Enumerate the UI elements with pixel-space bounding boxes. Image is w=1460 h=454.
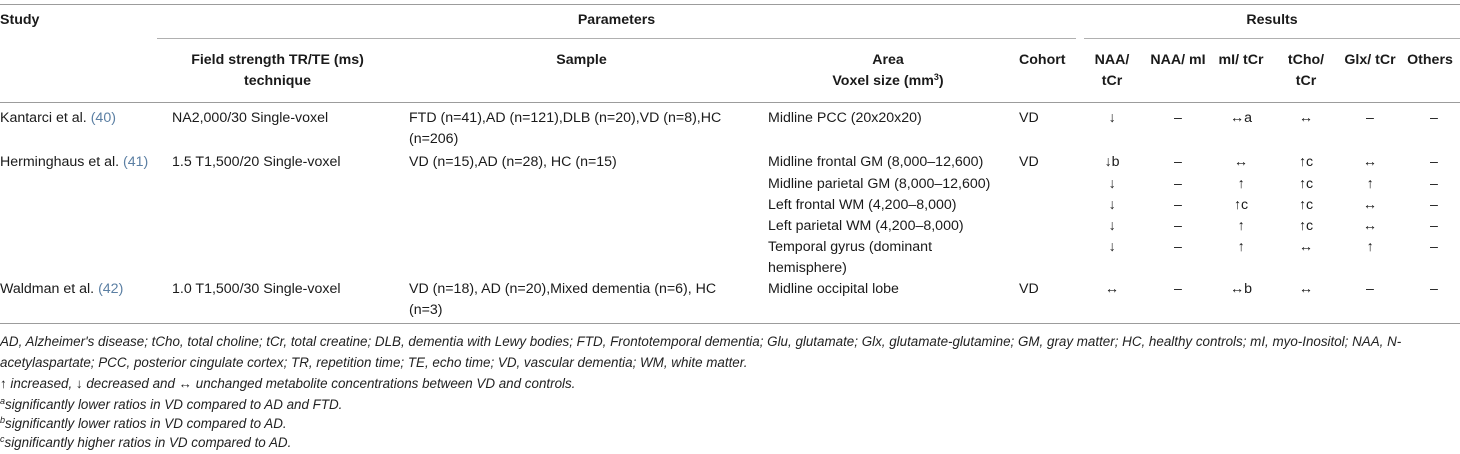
- others-cell: –: [1430, 197, 1438, 213]
- bottom-rule: [0, 323, 1460, 324]
- others-cell: –: [1430, 110, 1438, 126]
- others-cell: –: [1430, 239, 1438, 255]
- top-rule: [0, 4, 1460, 5]
- study-cell: Waldman et al. (42): [0, 281, 124, 297]
- others-cell: –: [1430, 154, 1438, 170]
- glx-tcr-cell: ↔: [1362, 218, 1378, 234]
- naa-tcr-cell: ↓: [1108, 197, 1116, 213]
- mi-tcr-cell: ↔: [1233, 154, 1249, 170]
- reference-link[interactable]: (42): [98, 281, 124, 297]
- header-rule: [0, 102, 1460, 103]
- header-area-line2: Voxel size $(mm^3)$: [832, 72, 944, 89]
- cohort-cell: VD: [1019, 281, 1039, 297]
- field-cell: NA2,000/30 Single-voxel: [172, 110, 329, 126]
- mi-tcr-cell: ↑: [1237, 239, 1245, 255]
- sample-cell: VD (n=18), AD (n=20),Mixed dementia (n=6), HC (n=3): [409, 281, 717, 318]
- header-others: Others: [1407, 52, 1453, 68]
- cohort-cell: VD: [1019, 154, 1039, 170]
- naa-tcr-cell: ↓: [1108, 176, 1116, 192]
- area-cell: Midline occipital lobe: [768, 281, 899, 297]
- area-cell: Left parietal WM (4,200–8,000): [768, 218, 964, 234]
- mi-tcr-cell: ↔b: [1229, 281, 1253, 297]
- others-cell: –: [1430, 281, 1438, 297]
- mi-tcr-cell: ↔a: [1229, 110, 1253, 126]
- header-results: Results: [1246, 12, 1298, 28]
- mi-tcr-cell: ↑: [1237, 176, 1245, 192]
- tcho-tcr-cell: ↑c: [1298, 176, 1314, 192]
- footnote-c: $^c$significantly higher ratios in VD compared to AD.: [0, 434, 292, 450]
- area-cell: Temporal gyrus (dominant hemisphere): [768, 239, 933, 276]
- tcho-tcr-cell: ↑c: [1298, 197, 1314, 213]
- reference-link[interactable]: (41): [123, 154, 149, 170]
- tcho-tcr-cell: ↔: [1298, 281, 1314, 297]
- others-cell: –: [1430, 218, 1438, 234]
- naa-mi-cell: –: [1174, 281, 1182, 297]
- naa-tcr-cell: ↓: [1108, 110, 1116, 126]
- reference-link[interactable]: (40): [90, 110, 116, 126]
- glx-tcr-cell: ↔: [1362, 154, 1378, 170]
- tcho-tcr-cell: ↔: [1298, 110, 1314, 126]
- area-cell: Midline PCC (20x20x20): [768, 110, 922, 126]
- footnote-b: $^b$significantly lower ratios in VD compared to AD.: [0, 415, 287, 431]
- area-cell: Left frontal WM (4,200–8,000): [768, 197, 957, 213]
- naa-tcr-cell: ↓: [1108, 239, 1116, 255]
- tcho-tcr-cell: ↑c: [1298, 218, 1314, 234]
- header-cohort: Cohort: [1019, 52, 1066, 68]
- naa-mi-cell: –: [1174, 176, 1182, 192]
- header-tcho-tcr: tCho/ tCr: [1287, 52, 1325, 89]
- naa-tcr-cell: ↔: [1104, 281, 1120, 297]
- results-underline: [1084, 38, 1460, 39]
- mi-tcr-cell: ↑c: [1233, 197, 1249, 213]
- glx-tcr-cell: –: [1366, 281, 1374, 297]
- header-sample: Sample: [556, 52, 607, 68]
- header-naa-tcr: NAA/ tCr: [1094, 52, 1130, 89]
- sample-cell: VD (n=15),AD (n=28), HC (n=15): [409, 154, 617, 170]
- header-glx-tcr: Glx/ tCr: [1344, 52, 1396, 68]
- naa-mi-cell: –: [1174, 154, 1182, 170]
- header-field-strength: Field strength TR/TE (ms) technique: [191, 52, 364, 89]
- naa-mi-cell: –: [1174, 218, 1182, 234]
- parameters-underline: [157, 38, 1076, 39]
- glx-tcr-cell: ↑: [1366, 176, 1374, 192]
- naa-tcr-cell: ↓b: [1104, 154, 1120, 170]
- area-cell: Midline parietal GM (8,000–12,600): [768, 176, 991, 192]
- header-naa-mi: NAA/ mI: [1150, 52, 1206, 68]
- cohort-cell: VD: [1019, 110, 1039, 126]
- glx-tcr-cell: ↑: [1366, 239, 1374, 255]
- glx-tcr-cell: ↔: [1362, 197, 1378, 213]
- header-area: [768, 50, 1008, 92]
- study-cell: Kantarci et al. (40): [0, 110, 116, 126]
- header-parameters: Parameters: [577, 12, 656, 28]
- sample-cell: FTD (n=41),AD (n=121),DLB (n=20),VD (n=8),HC (n=206): [409, 110, 722, 147]
- naa-mi-cell: –: [1174, 110, 1182, 126]
- naa-mi-cell: –: [1174, 197, 1182, 213]
- footnote-abbreviations-line2: acetylaspartate; PCC, posterior cingulate cortex; TR, repetition time; TE, echo time; VD, vascular dementia; WM, white matter.: [0, 355, 748, 370]
- tcho-tcr-cell: ↑c: [1298, 154, 1314, 170]
- others-cell: –: [1430, 176, 1438, 192]
- footnote-a: $^a$significantly lower ratios in VD compared to AD and FTD.: [0, 396, 343, 412]
- field-cell: 1.5 T1,500/20 Single-voxel: [172, 154, 341, 170]
- header-study: Study: [0, 12, 40, 28]
- naa-mi-cell: –: [1174, 239, 1182, 255]
- study-cell: Herminghaus et al. (41): [0, 154, 149, 170]
- mi-tcr-cell: ↑: [1237, 218, 1245, 234]
- footnote-abbreviations-line1: AD, Alzheimer's disease; tCho, total choline; tCr, total creatine; DLB, dementia with Lewy bodies; FTD, Frontotemporal dementia; Glu, glutamate; Glx, glutamate-glutamine; GM, gray matter; HC, healthy controls; mI, myo-Inositol; NAA, N-: [0, 334, 1402, 349]
- header-mi-tcr: mI/ tCr: [1218, 52, 1264, 68]
- field-cell: 1.0 T1,500/30 Single-voxel: [172, 281, 341, 297]
- footnote-arrows-legend: ↑ increased, ↓ decreased and ↔ unchanged metabolite concentrations between VD and controls.: [0, 376, 576, 391]
- glx-tcr-cell: –: [1366, 110, 1374, 126]
- tcho-tcr-cell: ↔: [1298, 239, 1314, 255]
- naa-tcr-cell: ↓: [1108, 218, 1116, 234]
- area-cell: Midline frontal GM (8,000–12,600): [768, 154, 984, 170]
- header-area-line1: Area: [872, 52, 904, 68]
